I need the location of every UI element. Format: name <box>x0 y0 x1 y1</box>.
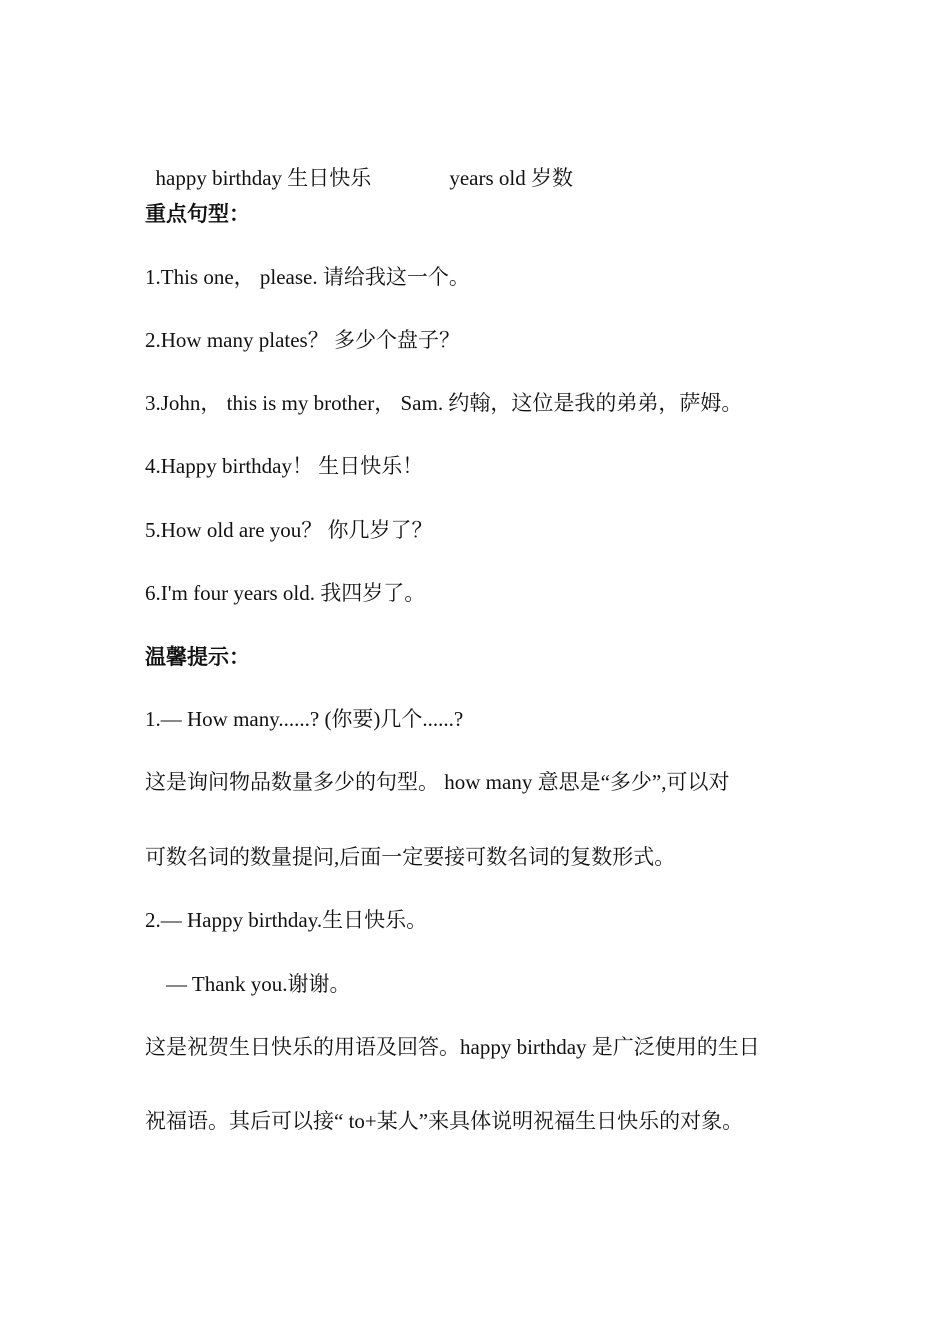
sentence-6: 6.I'm four years old. 我四岁了。 <box>145 581 426 605</box>
key-sentences-heading: 重点句型： <box>145 202 250 226</box>
tips-heading: 温馨提示： <box>145 645 250 669</box>
sentence-3: 3.John， this is my brother， Sam. 约翰，这位是我的弟弟，萨姆。 <box>145 391 743 415</box>
sentence-4: 4.Happy birthday！ 生日快乐！ <box>145 454 424 478</box>
tip-2-title: 2.— Happy birthday.生日快乐。 <box>145 908 428 932</box>
tip-1-title: 1.— How many......? (你要)几个......? <box>145 707 464 731</box>
tip-2-reply: — Thank you.谢谢。 <box>166 972 351 996</box>
tip-2-explanation-line-1: 这是祝贺生日快乐的用语及回答。happy birthday 是广泛使用的生日 <box>145 1035 760 1059</box>
vocab-item-years-old: years old 岁数 <box>449 166 573 190</box>
tip-2-explanation-line-2: 祝福语。其后可以接“ to+某人”来具体说明祝福生日快乐的对象。 <box>145 1109 744 1133</box>
sentence-5: 5.How old are you？ 你几岁了？ <box>145 518 433 542</box>
sentence-1: 1.This one， please. 请给我这一个。 <box>145 265 470 289</box>
vocab-item-happy-birthday: happy birthday 生日快乐 <box>155 166 372 190</box>
tip-1-explanation-line-2: 可数名词的数量提问,后面一定要接可数名词的复数形式。 <box>145 845 676 869</box>
tip-1-explanation-line-1: 这是询问物品数量多少的句型。 how many 意思是“多少”,可以对 <box>145 770 730 794</box>
sentence-2: 2.How many plates？ 多少个盘子？ <box>145 328 460 352</box>
vocab-line <box>145 136 573 192</box>
